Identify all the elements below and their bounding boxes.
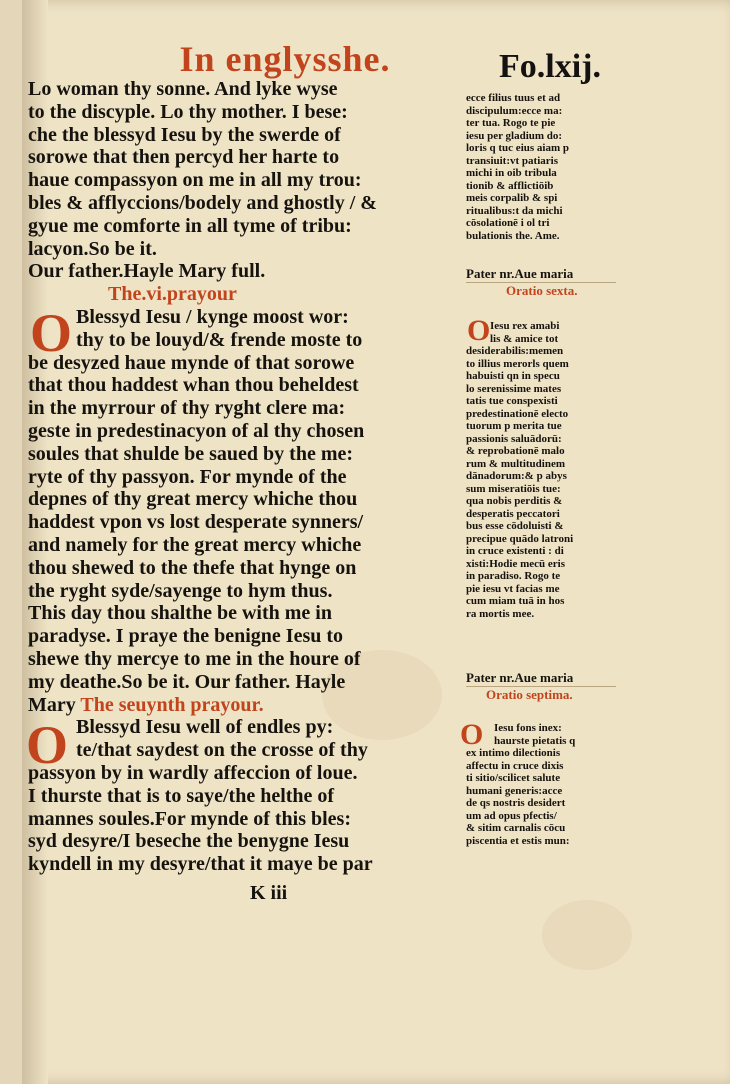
text-line: tuorum p merita tue	[466, 420, 562, 432]
pater-rubric-2	[466, 670, 632, 702]
pater-rubric-1	[466, 266, 632, 298]
text-line: ecce filius tuus et ad	[466, 92, 561, 104]
folio-number: Fo.lxij.	[499, 48, 601, 85]
text-line-heading-7	[28, 694, 450, 717]
text-line: in cruce existenti : di	[466, 545, 564, 557]
text-line: tatis tue conspexisti	[466, 395, 558, 407]
text-line: sum miseratiōis tue:	[466, 482, 561, 495]
text-line: Blessyd Iesu well of endles py:	[76, 716, 334, 739]
signature-mark: K iii	[250, 882, 288, 904]
text-line: ter tua. Rogo te pie	[466, 117, 556, 129]
text-line: Our father.Hayle Mary full.	[28, 260, 266, 283]
text-line: precipue quādo latroni	[466, 532, 574, 545]
text-line: te/that saydest on the crosse of thy	[76, 739, 368, 762]
text-line: habuisti qn in specu	[466, 370, 560, 382]
text-line: to the discyple. Lo thy mother. I bese:	[28, 100, 348, 123]
text-line: mannes soules.For mynde of this bles:	[28, 807, 351, 830]
prayer-heading-7: The seuynth prayour.	[80, 693, 264, 716]
text-line: sorowe that then percyd her harte to	[28, 146, 340, 169]
text-line: haue compassyon on me in all my trou:	[28, 169, 362, 192]
prayer-heading-6: The.vi.prayour	[108, 283, 237, 306]
text-line: discipulum:ecce ma:	[466, 104, 563, 117]
text-line: desperatis peccatori	[466, 507, 560, 520]
text-line: Iesu fons inex:	[494, 722, 562, 734]
pater-noster-line: Pater nr.Aue maria	[466, 266, 574, 281]
text-line: predestinationē electo	[466, 407, 569, 420]
text-line: gyue me comforte in all tyme of tribu:	[28, 214, 352, 237]
text-line: passionis saluādorū:	[466, 432, 562, 445]
latin-dropcap-o: O	[467, 314, 491, 347]
text-line: Iesu rex amabi	[490, 320, 560, 332]
text-line: I thurste that is to saye/the helthe of	[28, 784, 335, 807]
text-line: ryte of thy passyon. For mynde of the	[28, 465, 347, 488]
text-line: bles & afflyccions/bodely and ghostly / &	[28, 191, 377, 214]
text-line: soules that shulde be saued by the me:	[28, 442, 354, 465]
text-line: in paradiso. Rogo te	[466, 570, 561, 582]
english-paragraph-2	[28, 303, 450, 694]
text-line: ex intimo dilectionis	[466, 747, 561, 759]
text-line: that thou haddest whan thou beheldest	[28, 374, 359, 397]
text-line: & sitim carnalis cōcu	[466, 822, 566, 834]
text-line: lo serenissime mates	[466, 382, 562, 395]
main-text-column	[28, 78, 450, 876]
paper-stain	[542, 900, 632, 970]
text-line: desiderabilis:memen	[466, 345, 564, 357]
text-line: Blessyd Iesu / kynge moost wor:	[76, 305, 349, 328]
text-line: in the myrrour of thy ryght clere ma:	[28, 397, 346, 420]
text-line: passyon by in wardly affeccion of loue.	[28, 761, 358, 784]
text-line: dānadorum:& p abys	[466, 470, 567, 482]
text-line: ritualibus:t da michi	[466, 204, 563, 217]
text-line: shewe thy mercye to me in the houre of	[28, 647, 361, 670]
text-line: cum miam tuā in hos	[466, 595, 565, 607]
latin-block-2	[466, 320, 632, 620]
text-line: piscentia et estis mun:	[466, 834, 570, 847]
text-line: to illius merorls quem	[466, 357, 569, 370]
text-line: lis & amice tot	[490, 332, 559, 345]
text-line: be desyzed haue mynde of that sorowe	[28, 351, 355, 374]
latin-dropcap-o: O	[460, 718, 484, 751]
text-line: lacyon.So be it.	[28, 237, 157, 260]
latin-lines	[466, 722, 632, 847]
text-line: syd desyre/I beseche the benygne Iesu	[28, 830, 350, 853]
latin-lines	[466, 320, 632, 620]
text-line: che the blessyd Iesu by the swerde of	[28, 123, 341, 146]
text-line: humani generis:acce	[466, 784, 563, 797]
text-line: thou shewed to the thefe that hynge on	[28, 556, 357, 579]
text-line: Lo woman thy sonne. And lyke wyse	[28, 78, 338, 100]
text-line: my deathe.So be it. Our father. Hayle	[28, 670, 346, 693]
text-line: depnes of thy great mercy whiche thou	[28, 488, 358, 511]
latin-block-3	[466, 722, 632, 847]
text-line: bulationis the. Ame.	[466, 229, 560, 242]
text-line: michi in oib tribula	[466, 167, 557, 179]
text-line: transiuit:vt patiaris	[466, 154, 558, 167]
text-line: haddest vpon vs lost desperate synners/	[28, 511, 364, 534]
english-paragraph-3	[28, 716, 450, 876]
mary-word: Mary	[28, 693, 76, 716]
text-line: ti sitio/scilicet salute	[466, 772, 561, 784]
pater-noster-line: Pater nr.Aue maria	[466, 670, 574, 685]
dropcap-o-initial: O	[26, 715, 69, 775]
text-line: This day thou shalthe be with me in	[28, 602, 332, 625]
text-line: xisti:Hodie mecū eris	[466, 557, 565, 570]
text-line: loris q tuc eius aiam p	[466, 142, 569, 154]
text-line: rum & multitudinem	[466, 457, 565, 470]
oratio-sexta-heading: Oratio sexta.	[506, 283, 578, 298]
text-line: geste in predestinacyon of al thy chosen	[28, 419, 365, 442]
text-line: pie iesu vt facias me	[466, 582, 560, 595]
oratio-septima-heading: Oratio septima.	[486, 687, 573, 702]
text-line: qua nobis perditis &	[466, 495, 563, 507]
text-line: ra mortis mee.	[466, 607, 535, 620]
latin-lines	[466, 92, 632, 242]
text-line: the ryght syde/sayenge to hym thus.	[28, 579, 333, 602]
text-line: kyndell in my desyre/that it maye be par	[28, 853, 373, 876]
dropcap-o-initial: O	[30, 303, 73, 363]
text-line: cōsolationē i ol tri	[466, 217, 550, 229]
english-paragraph-1	[28, 78, 450, 283]
latin-block-1	[466, 92, 632, 242]
text-line: haurste pietatis q	[494, 734, 576, 747]
text-line: meis corpalib & spi	[466, 192, 558, 204]
text-line: um ad opus pfectis/	[466, 809, 557, 822]
text-line: & reprobationē malo	[466, 445, 565, 457]
text-line: thy to be louyd/& frende moste to	[76, 328, 363, 351]
text-line: and namely for the great mercy whiche	[28, 533, 362, 556]
text-line: affectu in cruce dixis	[466, 759, 564, 772]
text-line: tionib & afflictiōib	[466, 179, 554, 192]
running-head: In englysshe.	[179, 39, 391, 79]
text-line: bus esse cōdoluisti &	[466, 520, 564, 532]
text-line: de qs nostris desidert	[466, 797, 566, 809]
text-line: iesu per gladium do:	[466, 129, 563, 142]
text-line: paradyse. I praye the benigne Iesu to	[28, 625, 344, 648]
